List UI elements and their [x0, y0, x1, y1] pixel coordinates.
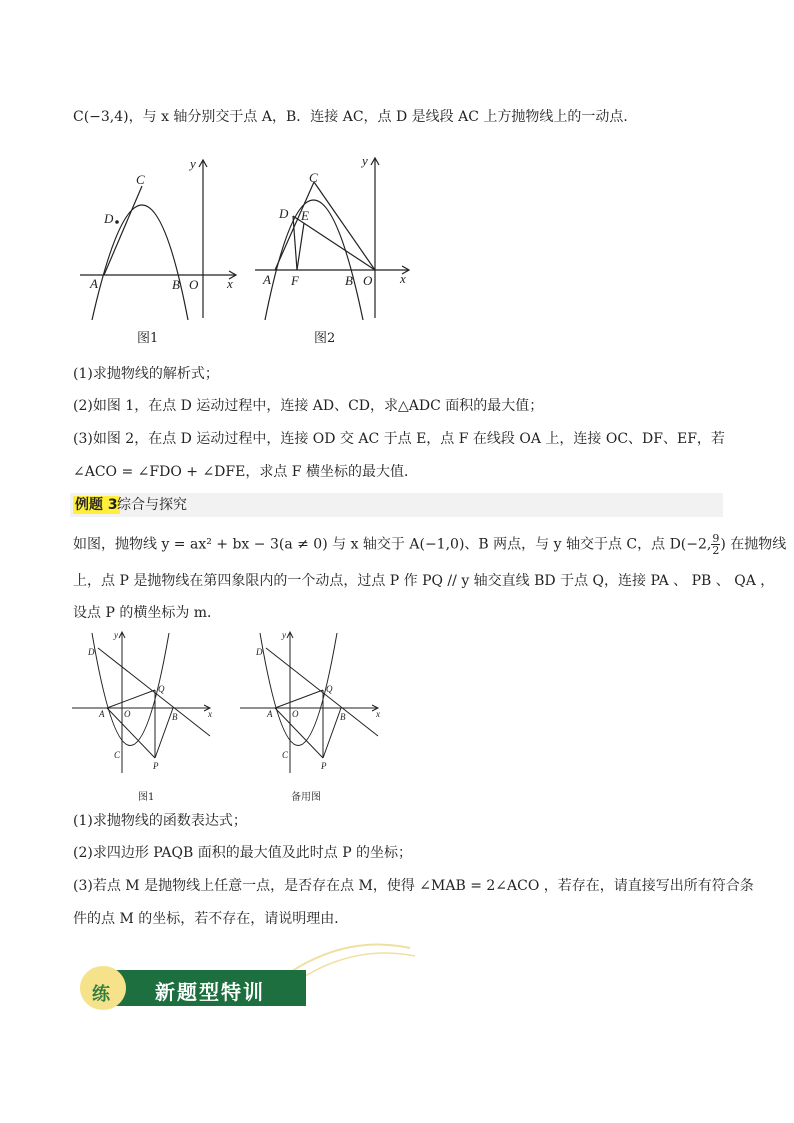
ex-fig2-label-P: P: [321, 761, 327, 771]
banner-badge: [80, 966, 126, 1010]
fig1-label-C: C: [136, 172, 145, 187]
fig1-label-x: x: [227, 276, 233, 291]
ex-fig1-label-Q: Q: [158, 684, 165, 694]
problem-q3-line1: (3)如图 2，在点 D 运动过程中，连接 OD 交 AC 于点 E，点 F 在线段 OA 上，连接 OC、DF、EF，若: [73, 431, 725, 447]
fig1-label-B: B: [172, 277, 180, 292]
ex-fig1-caption: 图1: [138, 792, 155, 803]
fig2-label-A: A: [263, 272, 271, 287]
ex-fig2-label-A: A: [267, 709, 273, 719]
ex-fig2-label-C: C: [282, 750, 289, 760]
section-banner: [80, 962, 306, 1010]
example-line-3: 设点 P 的横坐标为 m．: [73, 605, 222, 621]
example-q2: (2)求四边形 PAQB 面积的最大值及此时点 P 的坐标；: [73, 845, 413, 861]
example-line-1: 如图，抛物线 y = ax² + bx − 3(a ≠ 0) 与 x 轴交于 A(−1,0)、B 两点，与 y 轴交于点 C，点 D(−2, $\frac{9}{2}$ ) 在抛物线: [73, 532, 787, 557]
ex-fig2-label-D: D: [256, 647, 263, 657]
fraction-9-over-2: $\frac{9}{2}$: [712, 532, 720, 557]
fig2-label-D: D: [279, 206, 289, 221]
problem-q2: (2)如图 1，在点 D 运动过程中，连接 AD、CD，求△ADC 面积的最大值；: [73, 398, 544, 414]
fig2-label-B: B: [345, 273, 353, 288]
example-line-2: 上，点 P 是抛物线在第四象限内的一个动点，过点 P 作 PQ // y 轴交直线 BD 于点 Q，连接 PA 、 PB 、 QA ，: [73, 573, 775, 589]
banner-title: 新题型特训: [155, 980, 265, 1004]
fig1-label-O: O: [189, 277, 199, 292]
ex-fig1-label-O: O: [124, 709, 131, 719]
fig2-label-C: C: [309, 170, 318, 185]
example-3-header: [70, 493, 723, 517]
fig1-label-y: y: [190, 156, 196, 171]
banner-badge-label: 练: [92, 984, 110, 1005]
ex-fig2-label-B: B: [340, 712, 346, 722]
fig1-label-D: D: [104, 211, 114, 226]
ex-fig1-label-P: P: [153, 761, 159, 771]
example-figure-spare: [238, 628, 390, 778]
fig1-label-A: A: [90, 276, 98, 291]
ex-fig2-label-x: x: [376, 709, 380, 719]
problem-line-1: C(−3,4)，与 x 轴分别交于点 A，B．连接 AC，点 D 是线段 AC 上方抛物线上的一动点．: [73, 109, 638, 125]
ex-fig1-label-D: D: [88, 647, 95, 657]
example-figure-1: [70, 628, 222, 778]
example-tag: 例题 3: [75, 497, 118, 513]
ex-fig2-caption: 备用图: [291, 792, 321, 803]
ex-fig1-label-C: C: [114, 750, 121, 760]
example-q3-line1: (3)若点 M 是抛物线上任意一点，是否存在点 M，使得 ∠MAB = 2∠ACO ，若存在，请直接写出所有符合条: [73, 878, 754, 894]
fig2-label-O: O: [363, 273, 373, 288]
ex-fig1-label-A: A: [99, 709, 105, 719]
problem-q3-line2: ∠ACO = ∠FDO + ∠DFE，求点 F 横坐标的最大值．: [73, 464, 418, 480]
ex-fig2-label-O: O: [292, 709, 299, 719]
fig2-label-x: x: [400, 271, 406, 286]
ex-fig1-label-B: B: [172, 712, 178, 722]
example-q1: (1)求抛物线的函数表达式；: [73, 813, 247, 829]
fig2-caption: 图2: [314, 331, 336, 346]
fig2-label-y: y: [362, 153, 368, 168]
example-title: 综合与探究: [117, 497, 187, 513]
fig2-label-F: F: [291, 273, 299, 288]
problem-q1: (1)求抛物线的解析式；: [73, 366, 219, 382]
ex-fig2-label-y: y: [282, 630, 286, 640]
ex-fig1-label-y: y: [114, 630, 118, 640]
example-q3-line2: 件的点 M 的坐标，若不存在，请说明理由．: [73, 911, 349, 927]
figure-1-parabola: [76, 150, 246, 325]
ex-fig1-label-x: x: [208, 709, 212, 719]
fig2-label-E: E: [301, 208, 309, 223]
fig1-caption: 图1: [137, 331, 159, 346]
figure-2-parabola: [253, 150, 418, 325]
ex-fig2-label-Q: Q: [326, 684, 333, 694]
